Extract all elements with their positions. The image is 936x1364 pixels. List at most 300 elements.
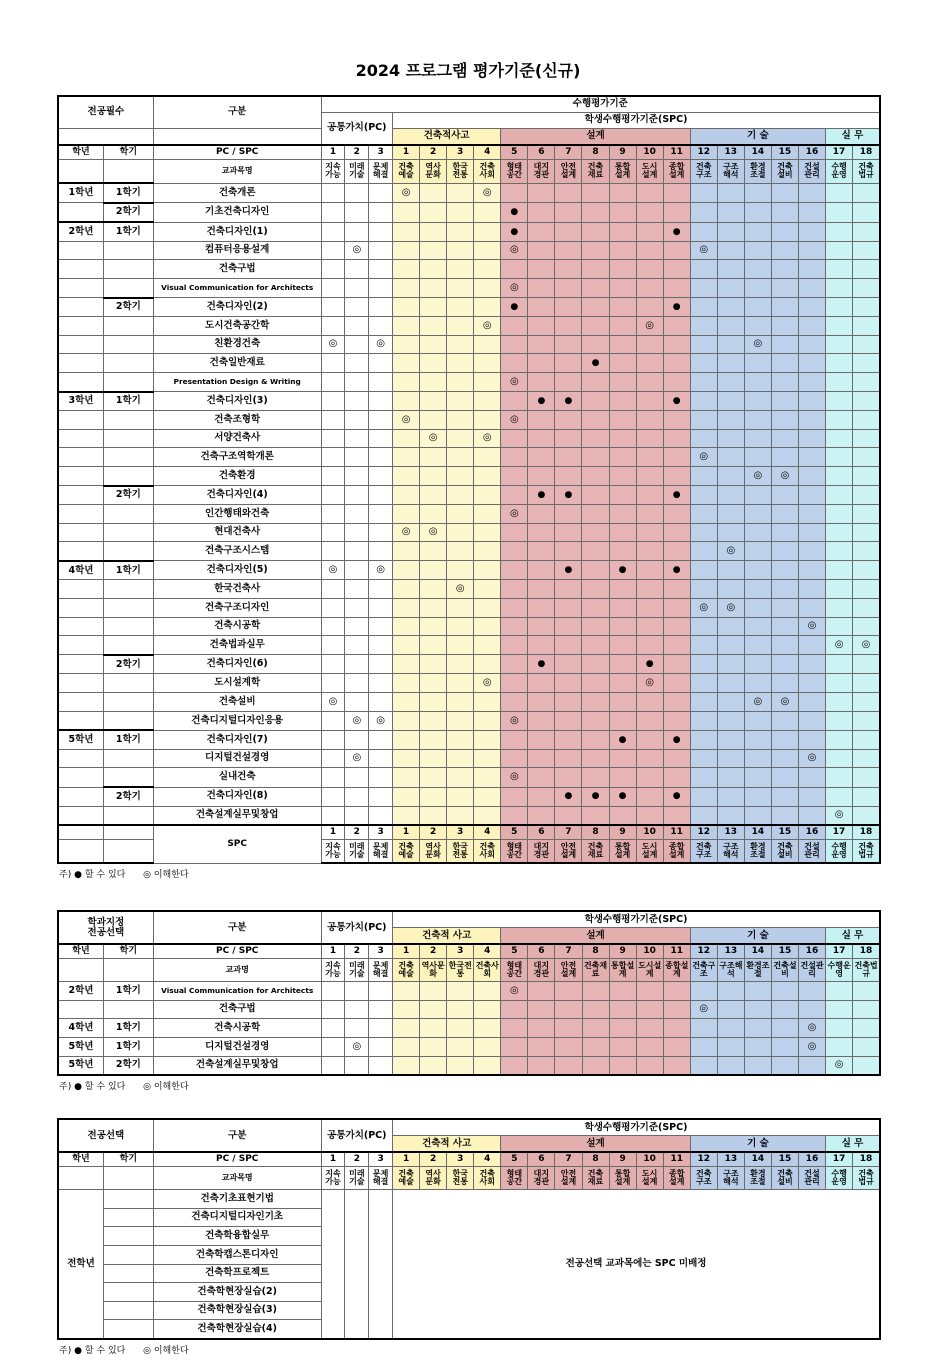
cell-spc-11 — [663, 411, 690, 430]
cell-spc-11 — [663, 278, 690, 297]
cell-spc-5 — [501, 354, 528, 373]
row-course-name: Visual Communication for Architects — [153, 278, 321, 297]
cell-pc-2 — [345, 730, 369, 749]
footer-spc-no-1: 1 — [393, 825, 420, 840]
cell-spc-7 — [555, 787, 582, 806]
row-semester — [103, 1301, 153, 1320]
cell-spc-17 — [826, 411, 853, 430]
cell-spc-2 — [420, 448, 447, 467]
cell-spc-4 — [474, 982, 501, 1001]
mark-understand: ◎ — [328, 564, 338, 576]
table-row — [58, 636, 880, 655]
cell-spc-5 — [501, 599, 528, 618]
row-year — [58, 693, 103, 712]
header-spc-label-16: 건설 관리 — [798, 160, 825, 184]
cell-spc-11 — [663, 523, 690, 542]
t3-header-blank-sem — [103, 1167, 153, 1190]
cell-spc-17 — [826, 466, 853, 485]
cell-spc-13 — [717, 505, 744, 524]
cell-spc-4 — [474, 580, 501, 599]
cell-spc-17 — [826, 787, 853, 806]
cell-spc-3 — [447, 372, 474, 391]
footer-spc-label-6: 대지 경관 — [528, 840, 555, 864]
cell-pc-3 — [369, 542, 393, 561]
cell-spc-6 — [528, 561, 555, 580]
t2-header-spc-label-2: 역사문 화 — [420, 959, 447, 982]
cell-spc-6 — [528, 241, 555, 260]
cell-spc-16 — [798, 523, 825, 542]
t3-header-spc-no-8: 8 — [582, 1152, 609, 1167]
cell-pc-1 — [321, 505, 345, 524]
cell-spc-17 — [826, 203, 853, 223]
cell-spc-14 — [744, 203, 771, 223]
cell-spc-10 — [636, 203, 663, 223]
t2-header-spc-label-11: 종합설 계 — [663, 959, 690, 982]
cell-pc-1 — [321, 561, 345, 580]
cell-spc-13 — [717, 655, 744, 674]
cell-spc-6 — [528, 711, 555, 730]
cell-spc-4 — [474, 335, 501, 354]
cell-spc-11 — [663, 448, 690, 467]
t2-header-spc-label-17: 수행운 영 — [826, 959, 853, 982]
header-label-row — [58, 160, 880, 184]
row-course-name: 건축학프로젝트 — [153, 1264, 321, 1283]
footer-number-row — [58, 825, 880, 840]
row-semester — [103, 1000, 153, 1019]
mark-understand: ◎ — [352, 244, 362, 256]
cell-spc-1 — [393, 730, 420, 749]
cell-spc-6 — [528, 599, 555, 618]
cell-spc-17 — [826, 730, 853, 749]
header-spc-label-15: 건축 설비 — [771, 160, 798, 184]
cell-spc-14 — [744, 222, 771, 241]
cell-spc-7 — [555, 411, 582, 430]
row-course-name: 건축기초표현기법 — [153, 1190, 321, 1209]
cell-spc-18 — [853, 542, 880, 561]
cell-spc-5 — [501, 1019, 528, 1038]
cell-pc-2 — [345, 278, 369, 297]
cell-spc-17 — [826, 354, 853, 373]
row-year — [58, 505, 103, 524]
cell-spc-14 — [744, 693, 771, 712]
mark-understand: ◎ — [352, 752, 362, 764]
cell-spc-17 — [826, 636, 853, 655]
cell-pc-1 — [321, 222, 345, 241]
header-spc-label-1: 건축 예술 — [393, 160, 420, 184]
cell-spc-9 — [609, 636, 636, 655]
cell-spc-1 — [393, 241, 420, 260]
cell-spc-5 — [501, 222, 528, 241]
cell-spc-4 — [474, 768, 501, 787]
cell-spc-3 — [447, 711, 474, 730]
table-major-elective — [57, 1118, 881, 1340]
header-spc-label-13: 구조 해석 — [717, 160, 744, 184]
table-row — [58, 429, 880, 448]
cell-spc-8 — [582, 429, 609, 448]
row-year: 1학년 — [58, 183, 103, 203]
cell-spc-6 — [528, 505, 555, 524]
cell-spc-11 — [663, 1056, 690, 1075]
row-course-name: 건축디지털디자인기초 — [153, 1208, 321, 1227]
cell-pc-2 — [345, 768, 369, 787]
cell-spc-9 — [609, 354, 636, 373]
cell-spc-16 — [798, 486, 825, 505]
cell-spc-16 — [798, 222, 825, 241]
row-course-name: 건축디자인(8) — [153, 787, 321, 806]
t3-header-spc-label-16: 건설 관리 — [799, 1167, 826, 1190]
cell-spc-11 — [663, 674, 690, 693]
cell-spc-5 — [501, 730, 528, 749]
cell-spc-14 — [744, 806, 771, 825]
cell-pc-3 — [369, 448, 393, 467]
cell-spc-11 — [663, 617, 690, 636]
header-spc-label-10: 도시 설계 — [636, 160, 663, 184]
legend-note-3 — [57, 1340, 881, 1356]
cell-spc-9 — [609, 1000, 636, 1019]
row-course-name: 친환경건축 — [153, 335, 321, 354]
t3-header-pc-label-2: 미래 기술 — [345, 1167, 369, 1190]
cell-spc-8 — [582, 674, 609, 693]
cell-spc-13 — [717, 730, 744, 749]
cell-spc-2 — [420, 674, 447, 693]
cell-spc-2 — [420, 542, 447, 561]
cell-spc-3 — [447, 354, 474, 373]
footer-spc-label-17: 수행 운영 — [826, 840, 853, 864]
cell-spc-14 — [744, 1000, 771, 1019]
cell-spc-18 — [853, 1000, 880, 1019]
mark-understand: ◎ — [328, 338, 338, 350]
t3-header-spc-no-17: 17 — [826, 1152, 853, 1167]
cell-spc-12 — [690, 523, 717, 542]
cell-spc-18 — [853, 486, 880, 505]
cell-spc-13 — [717, 580, 744, 599]
row-semester — [103, 580, 153, 599]
mark-understand: ◎ — [780, 695, 790, 707]
cell-spc-1 — [393, 1019, 420, 1038]
cell-spc-17 — [826, 749, 853, 768]
cell-spc-15 — [771, 768, 798, 787]
cell-pc-1 — [321, 335, 345, 354]
cell-spc-7 — [555, 466, 582, 485]
cell-spc-4 — [474, 448, 501, 467]
cell-pc-1 — [321, 372, 345, 391]
cell-spc-2 — [420, 806, 447, 825]
cell-spc-1 — [393, 183, 420, 203]
cell-spc-7 — [555, 580, 582, 599]
table-row — [58, 749, 880, 768]
cell-spc-14 — [744, 354, 771, 373]
cell-spc-5 — [501, 693, 528, 712]
row-semester: 1학기 — [103, 1037, 153, 1056]
table-major-elective-wrap — [0, 1118, 936, 1356]
table-row — [58, 241, 880, 260]
cell-pc-3 — [369, 982, 393, 1001]
mark-understand: ◎ — [482, 432, 492, 444]
mark-can-do: ● — [537, 489, 546, 500]
t3-header-spc-label-15: 건축 설비 — [771, 1167, 798, 1190]
cell-spc-17 — [826, 674, 853, 693]
cell-spc-10 — [636, 730, 663, 749]
cell-pc-1 — [321, 806, 345, 825]
cell-spc-5 — [501, 1037, 528, 1056]
t2-header-group-practice: 실 무 — [826, 928, 880, 945]
mark-understand: ◎ — [861, 639, 871, 651]
cell-pc-2 — [345, 982, 369, 1001]
cell-spc-10 — [636, 749, 663, 768]
footer-spc-label-5: 형태 공간 — [501, 840, 528, 864]
cell-spc-2 — [420, 1056, 447, 1075]
note-filled-mark-2: ● — [74, 1082, 82, 1093]
cell-spc-3 — [447, 599, 474, 618]
cell-spc-15 — [771, 806, 798, 825]
cell-spc-10 — [636, 317, 663, 336]
cell-spc-5 — [501, 429, 528, 448]
t2-header-pc-no-1: 1 — [321, 944, 345, 959]
header-spc-no-2: 2 — [420, 145, 447, 160]
t3-header-spc-label-5: 형태 공간 — [501, 1167, 528, 1190]
header-spc-label-6: 대지 경관 — [528, 160, 555, 184]
cell-spc-10 — [636, 636, 663, 655]
row-course-name: 건축학캡스톤디자인 — [153, 1245, 321, 1264]
header-spc-no-8: 8 — [582, 145, 609, 160]
table-row — [58, 1000, 880, 1019]
footer-spc-no-13: 13 — [717, 825, 744, 840]
cell-spc-15 — [771, 1037, 798, 1056]
table-row — [58, 278, 880, 297]
cell-pc-2 — [345, 1056, 369, 1075]
mark-understand: ◎ — [509, 413, 519, 425]
table-row — [58, 711, 880, 730]
cell-spc-1 — [393, 411, 420, 430]
cell-spc-9 — [609, 617, 636, 636]
t3-header-spc-label-9: 통합 설계 — [609, 1167, 636, 1190]
cell-spc-7 — [555, 354, 582, 373]
mark-understand: ◎ — [376, 338, 385, 350]
t3-header-year: 학년 — [58, 1152, 103, 1167]
cell-spc-8 — [582, 486, 609, 505]
mark-understand: ◎ — [753, 695, 763, 707]
cell-spc-6 — [528, 693, 555, 712]
row-year — [58, 655, 103, 674]
cell-spc-6 — [528, 617, 555, 636]
row-year — [58, 260, 103, 279]
cell-spc-3 — [447, 260, 474, 279]
cell-spc-15 — [771, 466, 798, 485]
cell-spc-2 — [420, 617, 447, 636]
cell-spc-8 — [582, 354, 609, 373]
mark-understand: ◎ — [509, 244, 519, 256]
cell-spc-11 — [663, 730, 690, 749]
cell-spc-15 — [771, 599, 798, 618]
cell-pc-3 — [369, 749, 393, 768]
cell-spc-10 — [636, 466, 663, 485]
cell-pc-1 — [321, 466, 345, 485]
cell-spc-5 — [501, 278, 528, 297]
t2-header-spc-no-3: 3 — [447, 944, 474, 959]
cell-spc-15 — [771, 260, 798, 279]
header-pc-group: 공통가치(PC) — [321, 113, 392, 146]
cell-spc-13 — [717, 982, 744, 1001]
cell-spc-15 — [771, 561, 798, 580]
cell-spc-18 — [853, 674, 880, 693]
cell-pc-2 — [345, 203, 369, 223]
cell-spc-18 — [853, 599, 880, 618]
cell-spc-1 — [393, 768, 420, 787]
t3-header-group-practice: 실 무 — [826, 1136, 880, 1153]
cell-spc-17 — [826, 429, 853, 448]
cell-spc-11 — [663, 693, 690, 712]
cell-spc-16 — [798, 278, 825, 297]
mark-understand: ◎ — [482, 319, 492, 331]
mark-understand: ◎ — [482, 677, 492, 689]
cell-spc-9 — [609, 711, 636, 730]
cell-spc-3 — [447, 982, 474, 1001]
cell-pc-3 — [369, 1019, 393, 1038]
cell-spc-18 — [853, 241, 880, 260]
cell-spc-6 — [528, 222, 555, 241]
cell-spc-12 — [690, 655, 717, 674]
row-course-name: 디지털건설경영 — [153, 1037, 321, 1056]
cell-spc-2 — [420, 982, 447, 1001]
cell-spc-12 — [690, 982, 717, 1001]
t3-header-spc-no-1: 1 — [393, 1152, 420, 1167]
cell-spc-8 — [582, 711, 609, 730]
cell-spc-11 — [663, 335, 690, 354]
cell-spc-9 — [609, 561, 636, 580]
cell-spc-18 — [853, 411, 880, 430]
cell-spc-10 — [636, 1000, 663, 1019]
footer-spc-no-7: 7 — [555, 825, 582, 840]
cell-spc-10 — [636, 505, 663, 524]
cell-pc-3 — [369, 768, 393, 787]
cell-spc-12 — [690, 730, 717, 749]
row-year: 전학년 — [58, 1190, 103, 1339]
cell-pc-2 — [345, 354, 369, 373]
cell-spc-8 — [582, 749, 609, 768]
cell-spc-14 — [744, 372, 771, 391]
row-semester: 2학기 — [103, 203, 153, 223]
cell-spc-1 — [393, 372, 420, 391]
note-filled-label-1: 할 수 있다 — [84, 870, 126, 881]
cell-spc-8 — [582, 599, 609, 618]
mark-understand: ◎ — [401, 526, 411, 538]
cell-pc-2 — [345, 599, 369, 618]
cell-spc-2 — [420, 599, 447, 618]
cell-spc-16 — [799, 1037, 826, 1056]
cell-spc-16 — [798, 203, 825, 223]
cell-pc-2 — [345, 317, 369, 336]
header-spc-no-17: 17 — [826, 145, 853, 160]
cell-spc-17 — [826, 523, 853, 542]
cell-spc-11 — [663, 636, 690, 655]
cell-spc-6 — [528, 183, 555, 203]
cell-spc-13 — [717, 542, 744, 561]
cell-spc-8 — [582, 372, 609, 391]
cell-spc-9 — [609, 222, 636, 241]
row-year: 4학년 — [58, 1019, 103, 1038]
row-semester — [103, 749, 153, 768]
cell-spc-3 — [447, 203, 474, 223]
row-year — [58, 599, 103, 618]
cell-spc-18 — [853, 711, 880, 730]
t3-header-spc-group: 학생수행평가기준(SPC) — [393, 1119, 880, 1136]
mark-can-do: ● — [564, 395, 573, 406]
cell-spc-17 — [826, 448, 853, 467]
cell-spc-18 — [853, 260, 880, 279]
header-spc-no-6: 6 — [528, 145, 555, 160]
footer-spc-no-6: 6 — [528, 825, 555, 840]
table-row — [58, 486, 880, 505]
cell-pc-3 — [369, 298, 393, 317]
cell-spc-16 — [798, 674, 825, 693]
cell-spc-8 — [582, 392, 609, 411]
cell-spc-14 — [744, 580, 771, 599]
footer-spc-label-12: 건축 구조 — [690, 840, 717, 864]
t3-header-pc-label-3: 문제 해결 — [369, 1167, 393, 1190]
cell-spc-7 — [555, 636, 582, 655]
row-semester — [103, 411, 153, 430]
t2-header-course-label: 교과명 — [153, 959, 321, 982]
mark-understand: ◎ — [645, 319, 654, 331]
row-course-name: 건축학현장실습(4) — [153, 1320, 321, 1339]
cell-spc-16 — [798, 335, 825, 354]
t2-header-spc-no-16: 16 — [799, 944, 826, 959]
cell-spc-8 — [582, 655, 609, 674]
cell-spc-4 — [474, 711, 501, 730]
cell-spc-13 — [717, 260, 744, 279]
t2-header-spc-label-9: 통합설 계 — [609, 959, 636, 982]
cell-spc-1 — [393, 674, 420, 693]
cell-spc-12 — [690, 580, 717, 599]
row-semester — [103, 1190, 153, 1209]
cell-pc-3 — [369, 222, 393, 241]
cell-spc-4 — [474, 617, 501, 636]
cell-spc-9 — [609, 411, 636, 430]
cell-spc-11 — [663, 806, 690, 825]
cell-spc-15 — [771, 1019, 798, 1038]
t2-header-spc-no-4: 4 — [474, 944, 501, 959]
cell-spc-14 — [744, 730, 771, 749]
cell-spc-8 — [582, 542, 609, 561]
header-division: 구분 — [153, 96, 321, 129]
cell-spc-5 — [501, 711, 528, 730]
row-course-name: 건축학현장실습(3) — [153, 1301, 321, 1320]
table-row — [58, 466, 880, 485]
cell-spc-17 — [826, 617, 853, 636]
cell-spc-11 — [663, 260, 690, 279]
cell-spc-12 — [690, 693, 717, 712]
header-group-practice: 실 무 — [826, 129, 880, 146]
note-prefix-3: 주) — [59, 1345, 72, 1356]
cell-spc-10 — [636, 617, 663, 636]
header-spc-no-3: 3 — [447, 145, 474, 160]
cell-spc-13 — [717, 392, 744, 411]
cell-pc-2 — [345, 372, 369, 391]
mark-can-do: ● — [618, 734, 627, 745]
row-semester — [103, 636, 153, 655]
cell-spc-5 — [501, 203, 528, 223]
cell-pc-2 — [345, 693, 369, 712]
cell-spc-15 — [771, 523, 798, 542]
cell-spc-3 — [447, 636, 474, 655]
mark-can-do: ● — [537, 395, 546, 406]
table-row — [58, 1037, 880, 1056]
cell-spc-10 — [636, 298, 663, 317]
cell-spc-15 — [771, 183, 798, 203]
cell-spc-3 — [447, 806, 474, 825]
cell-spc-8 — [582, 505, 609, 524]
cell-spc-6 — [528, 335, 555, 354]
